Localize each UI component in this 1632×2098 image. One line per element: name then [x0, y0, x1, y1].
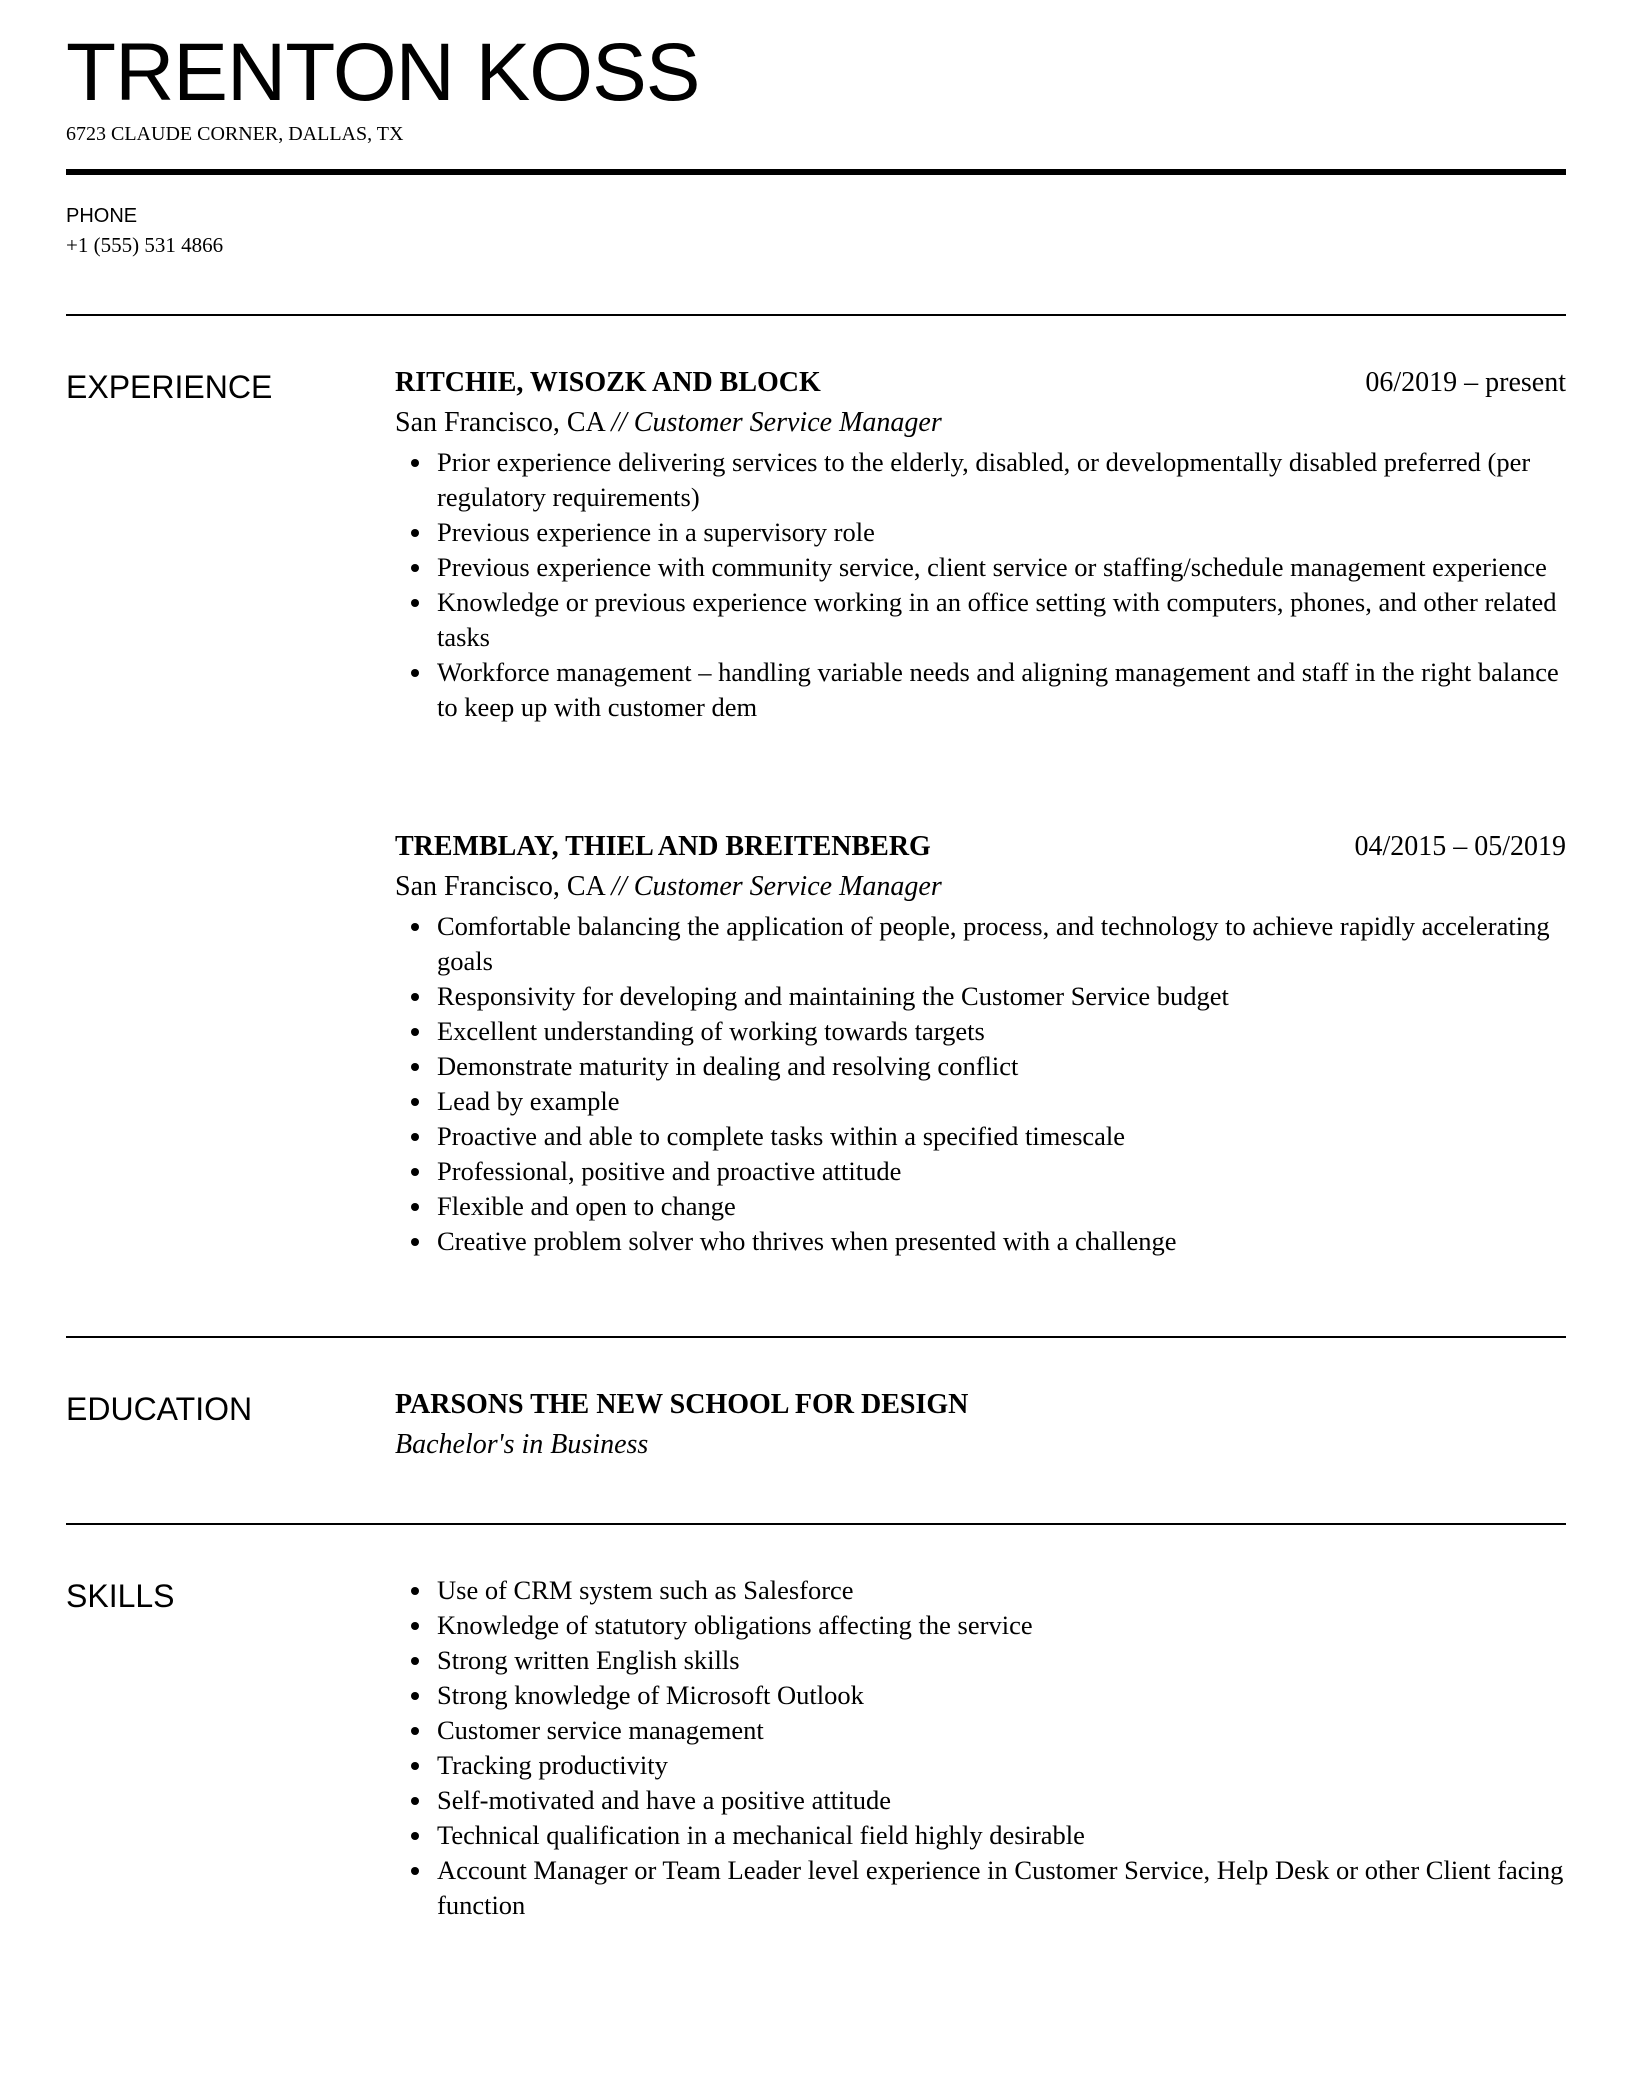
job-header [395, 363, 1566, 403]
list-item: Workforce management – handling variable needs and aligning management and staff in the right balance to keep up with customer dem [395, 655, 1566, 725]
company-name: TREMBLAY, THIEL AND BREITENBERG [395, 831, 931, 862]
job-entry [395, 363, 1566, 725]
list-item: Prior experience delivering services to the elderly, disabled, or developmentally disabled preferred (per regulatory requirements) [395, 445, 1566, 515]
list-item: Knowledge or previous experience working in an office setting with computers, phones, and other related tasks [395, 585, 1566, 655]
list-item: Flexible and open to change [395, 1189, 1566, 1224]
skills-list [395, 1573, 1566, 1923]
skills-entry [395, 1573, 1566, 1923]
job-subline [395, 403, 1566, 443]
phone-label: PHONE [66, 205, 138, 227]
company-name: RITCHIE, WISOZK AND BLOCK [395, 367, 821, 398]
job-entry [395, 827, 1566, 1259]
section-divider [66, 1523, 1566, 1525]
list-item: Creative problem solver who thrives when presented with a challenge [395, 1224, 1566, 1259]
candidate-name: TRENTON KOSS [66, 27, 700, 118]
job-role: Customer Service Manager [633, 407, 942, 438]
list-item: Tracking productivity [395, 1748, 1566, 1783]
list-item: Customer service management [395, 1713, 1566, 1748]
list-item: Account Manager or Team Leader level experience in Customer Service, Help Desk or other Client facing function [395, 1853, 1566, 1923]
employment-dates: 06/2019 – present [1365, 367, 1566, 398]
education-entry [395, 1385, 1566, 1465]
list-item: Responsivity for developing and maintaining the Customer Service budget [395, 979, 1566, 1014]
job-bullets [395, 909, 1566, 1259]
separator: // [611, 871, 627, 902]
phone-number: +1 (555) 531 4866 [66, 233, 224, 257]
skills-heading: SKILLS [66, 1578, 175, 1614]
school-name: PARSONS THE NEW SCHOOL FOR DESIGN [395, 1389, 969, 1420]
job-location: San Francisco, CA [395, 407, 605, 438]
list-item: Strong written English skills [395, 1643, 1566, 1678]
list-item: Lead by example [395, 1084, 1566, 1119]
job-location: San Francisco, CA [395, 871, 605, 902]
section-divider [66, 1336, 1566, 1338]
list-item: Knowledge of statutory obligations affecting the service [395, 1608, 1566, 1643]
header-divider [66, 169, 1566, 175]
list-item: Strong knowledge of Microsoft Outlook [395, 1678, 1566, 1713]
list-item: Professional, positive and proactive attitude [395, 1154, 1566, 1189]
employment-dates: 04/2015 – 05/2019 [1354, 831, 1566, 862]
degree: Bachelor's in Business [395, 1429, 649, 1460]
section-divider [66, 314, 1566, 316]
list-item: Previous experience in a supervisory role [395, 515, 1566, 550]
job-header [395, 827, 1566, 867]
list-item: Previous experience with community service, client service or staffing/schedule management experience [395, 550, 1566, 585]
education-heading: EDUCATION [66, 1391, 253, 1427]
list-item: Demonstrate maturity in dealing and resolving conflict [395, 1049, 1566, 1084]
job-subline [395, 867, 1566, 907]
list-item: Technical qualification in a mechanical field highly desirable [395, 1818, 1566, 1853]
job-role: Customer Service Manager [633, 871, 942, 902]
candidate-address: 6723 CLAUDE CORNER, DALLAS, TX [66, 123, 404, 145]
list-item: Comfortable balancing the application of people, process, and technology to achieve rapidly accelerating goals [395, 909, 1566, 979]
list-item: Excellent understanding of working towards targets [395, 1014, 1566, 1049]
separator: // [611, 407, 627, 438]
experience-heading: EXPERIENCE [66, 369, 273, 405]
job-bullets [395, 445, 1566, 725]
list-item: Use of CRM system such as Salesforce [395, 1573, 1566, 1608]
list-item: Proactive and able to complete tasks within a specified timescale [395, 1119, 1566, 1154]
list-item: Self-motivated and have a positive attitude [395, 1783, 1566, 1818]
